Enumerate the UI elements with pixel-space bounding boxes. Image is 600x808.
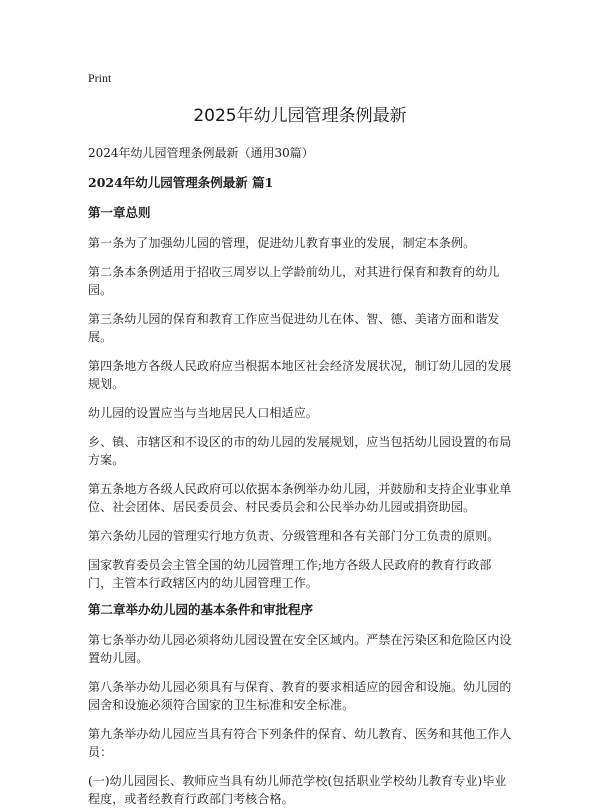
paragraph: 第一条为了加强幼儿园的管理，促进幼儿教育事业的发展，制定本条例。: [88, 236, 476, 250]
paragraph: 第三条幼儿园的保育和教育工作应当促进幼儿在体、智、德、美诸方面和谐发展。: [88, 312, 500, 344]
section-heading: 2024年幼儿园管理条例最新 篇1: [88, 175, 274, 190]
paragraph: 第五条地方各级人民政府可以依据本条例举办幼儿园，并鼓励和支持企业事业单位、社会团体、居民委员会、村民委员会和公民举办幼儿园或捐资助园。: [88, 482, 512, 514]
paragraph: 第二条本条例适用于招收三周岁以上学龄前幼儿，对其进行保育和教育的幼儿园。: [88, 265, 500, 297]
paragraph: 幼儿园的设置应当与当地居民人口相适应。: [88, 406, 318, 420]
chapter-heading-1: 第一章总则: [88, 205, 151, 220]
page-title: 2025年幼儿园管理条例最新: [193, 106, 407, 126]
paragraph: 第九条举办幼儿园应当具有符合下列条件的保育、幼儿教育、医务和其他工作人员：: [88, 727, 512, 759]
print-label: Print: [88, 71, 112, 85]
paragraph: (一)幼儿园园长、教师应当具有幼儿师范学校(包括职业学校幼儿教育专业)毕业程度，或者经教育行政部门考核合格。: [88, 774, 507, 806]
document-subtitle: 2024年幼儿园管理条例最新（通用30篇）: [88, 146, 314, 160]
paragraph: 国家教育委员会主管全国的幼儿园管理工作;地方各级人民政府的教育行政部门，主管本行政辖区内的幼儿园管理工作。: [88, 558, 492, 590]
paragraph: 第八条举办幼儿园必须具有与保育、教育的要求相适应的园舍和设施。幼儿园的园舍和设施必须符合国家的卫生标准和安全标准。: [88, 680, 512, 712]
paragraph: 第四条地方各级人民政府应当根据本地区社会经济发展状况，制订幼儿园的发展规划。: [88, 359, 512, 391]
paragraph: 乡、镇、市辖区和不设区的市的幼儿园的发展规划，应当包括幼儿园设置的布局方案。: [88, 435, 512, 467]
chapter-heading-2: 第二章举办幼儿园的基本条件和审批程序: [88, 602, 314, 617]
paragraph: 第六条幼儿园的管理实行地方负责、分级管理和各有关部门分工负责的原则。: [88, 529, 500, 543]
paragraph: 第七条举办幼儿园必须将幼儿园设置在安全区域内。严禁在污染区和危险区内设置幼儿园。: [88, 633, 512, 665]
